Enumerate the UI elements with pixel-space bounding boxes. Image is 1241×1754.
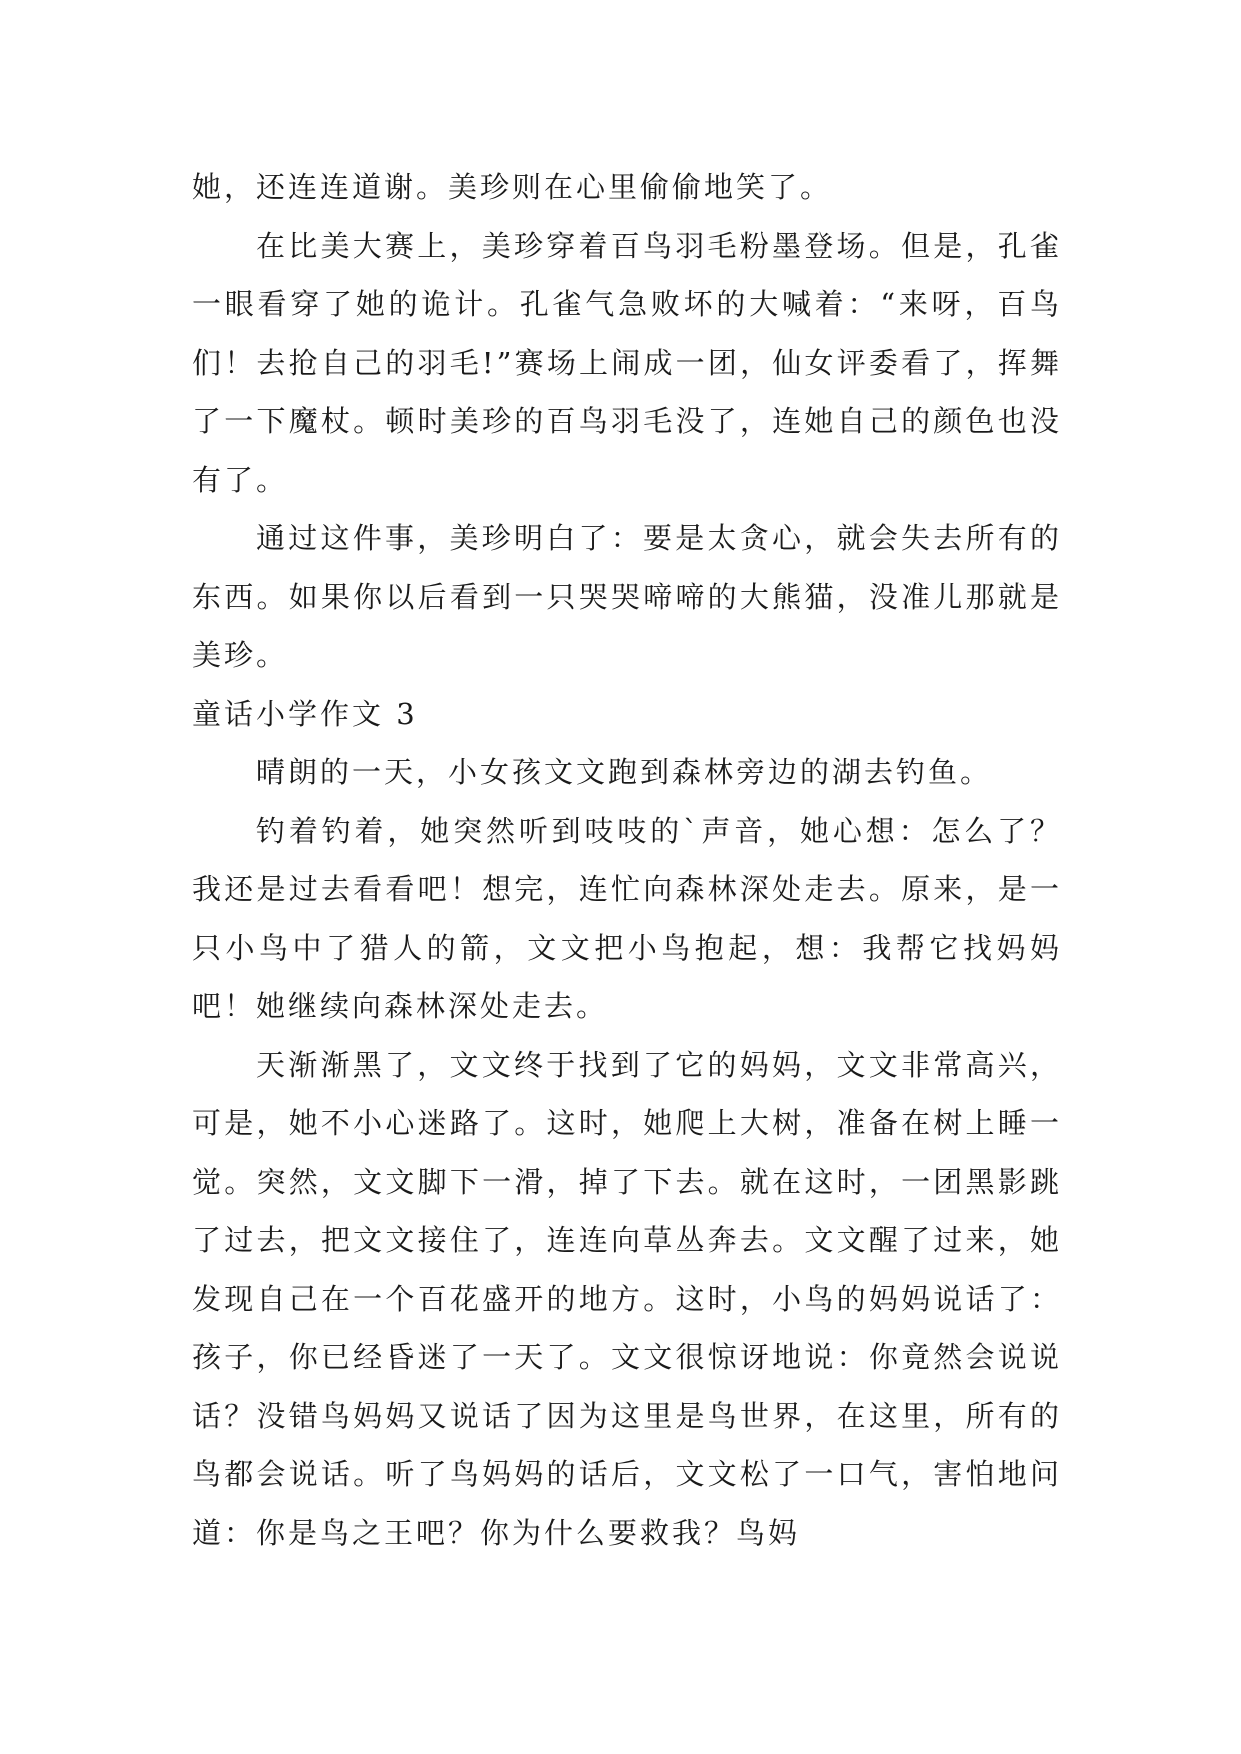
section-title: 童话小学作文 3	[192, 696, 418, 731]
paragraph-3: 通过这件事，美珍明白了：要是太贪心，就会失去所有的东西。如果你以后看到一只哭哭啼啼的大熊猫，没准儿那就是美珍。	[192, 521, 1062, 672]
document-body	[192, 158, 1062, 1562]
section-paragraph-1: 晴朗的一天，小女孩文文跑到森林旁边的湖去钓鱼。	[256, 755, 993, 789]
paragraph-1: 她，还连连道谢。美珍则在心里偷偷地笑了。	[192, 170, 833, 204]
section-paragraph-2: 钓着钓着，她突然听到吱吱的`声音，她心想：怎么了？我还是过去看看吧！想完，连忙向森林深处走去。原来，是一只小鸟中了猎人的箭，文文把小鸟抱起，想：我帮它找妈妈吧！她继续向森林深处走去。	[192, 813, 1062, 1023]
paragraph-2: 在比美大赛上，美珍穿着百鸟羽毛粉墨登场。但是，孔雀一眼看穿了她的诡计。孔雀气急败坏的大喊着：“来呀，百鸟们！去抢自己的羽毛!”赛场上闹成一团，仙女评委看了，挥舞了一下魔杖。顿时美珍的百鸟羽毛没了，连她自己的颜色也没有了。	[192, 228, 1062, 497]
section-paragraph-3: 天渐渐黑了，文文终于找到了它的妈妈，文文非常高兴，可是，她不小心迷路了。这时，她爬上大树，准备在树上睡一觉。突然，文文脚下一滑，掉了下去。就在这时，一团黑影跳了过去，把文文接住了，连连向草丛奔去。文文醒了过来，她发现自己在一个百花盛开的地方。这时，小鸟的妈妈说话了：孩子，你已经昏迷了一天了。文文很惊讶地说：你竟然会说说话？没错鸟妈妈又说话了因为这里是鸟世界，在这里，所有的鸟都会说话。听了鸟妈妈的话后，文文松了一口气，害怕地问道：你是鸟之王吧？你为什么要救我？鸟妈	[192, 1047, 1062, 1550]
